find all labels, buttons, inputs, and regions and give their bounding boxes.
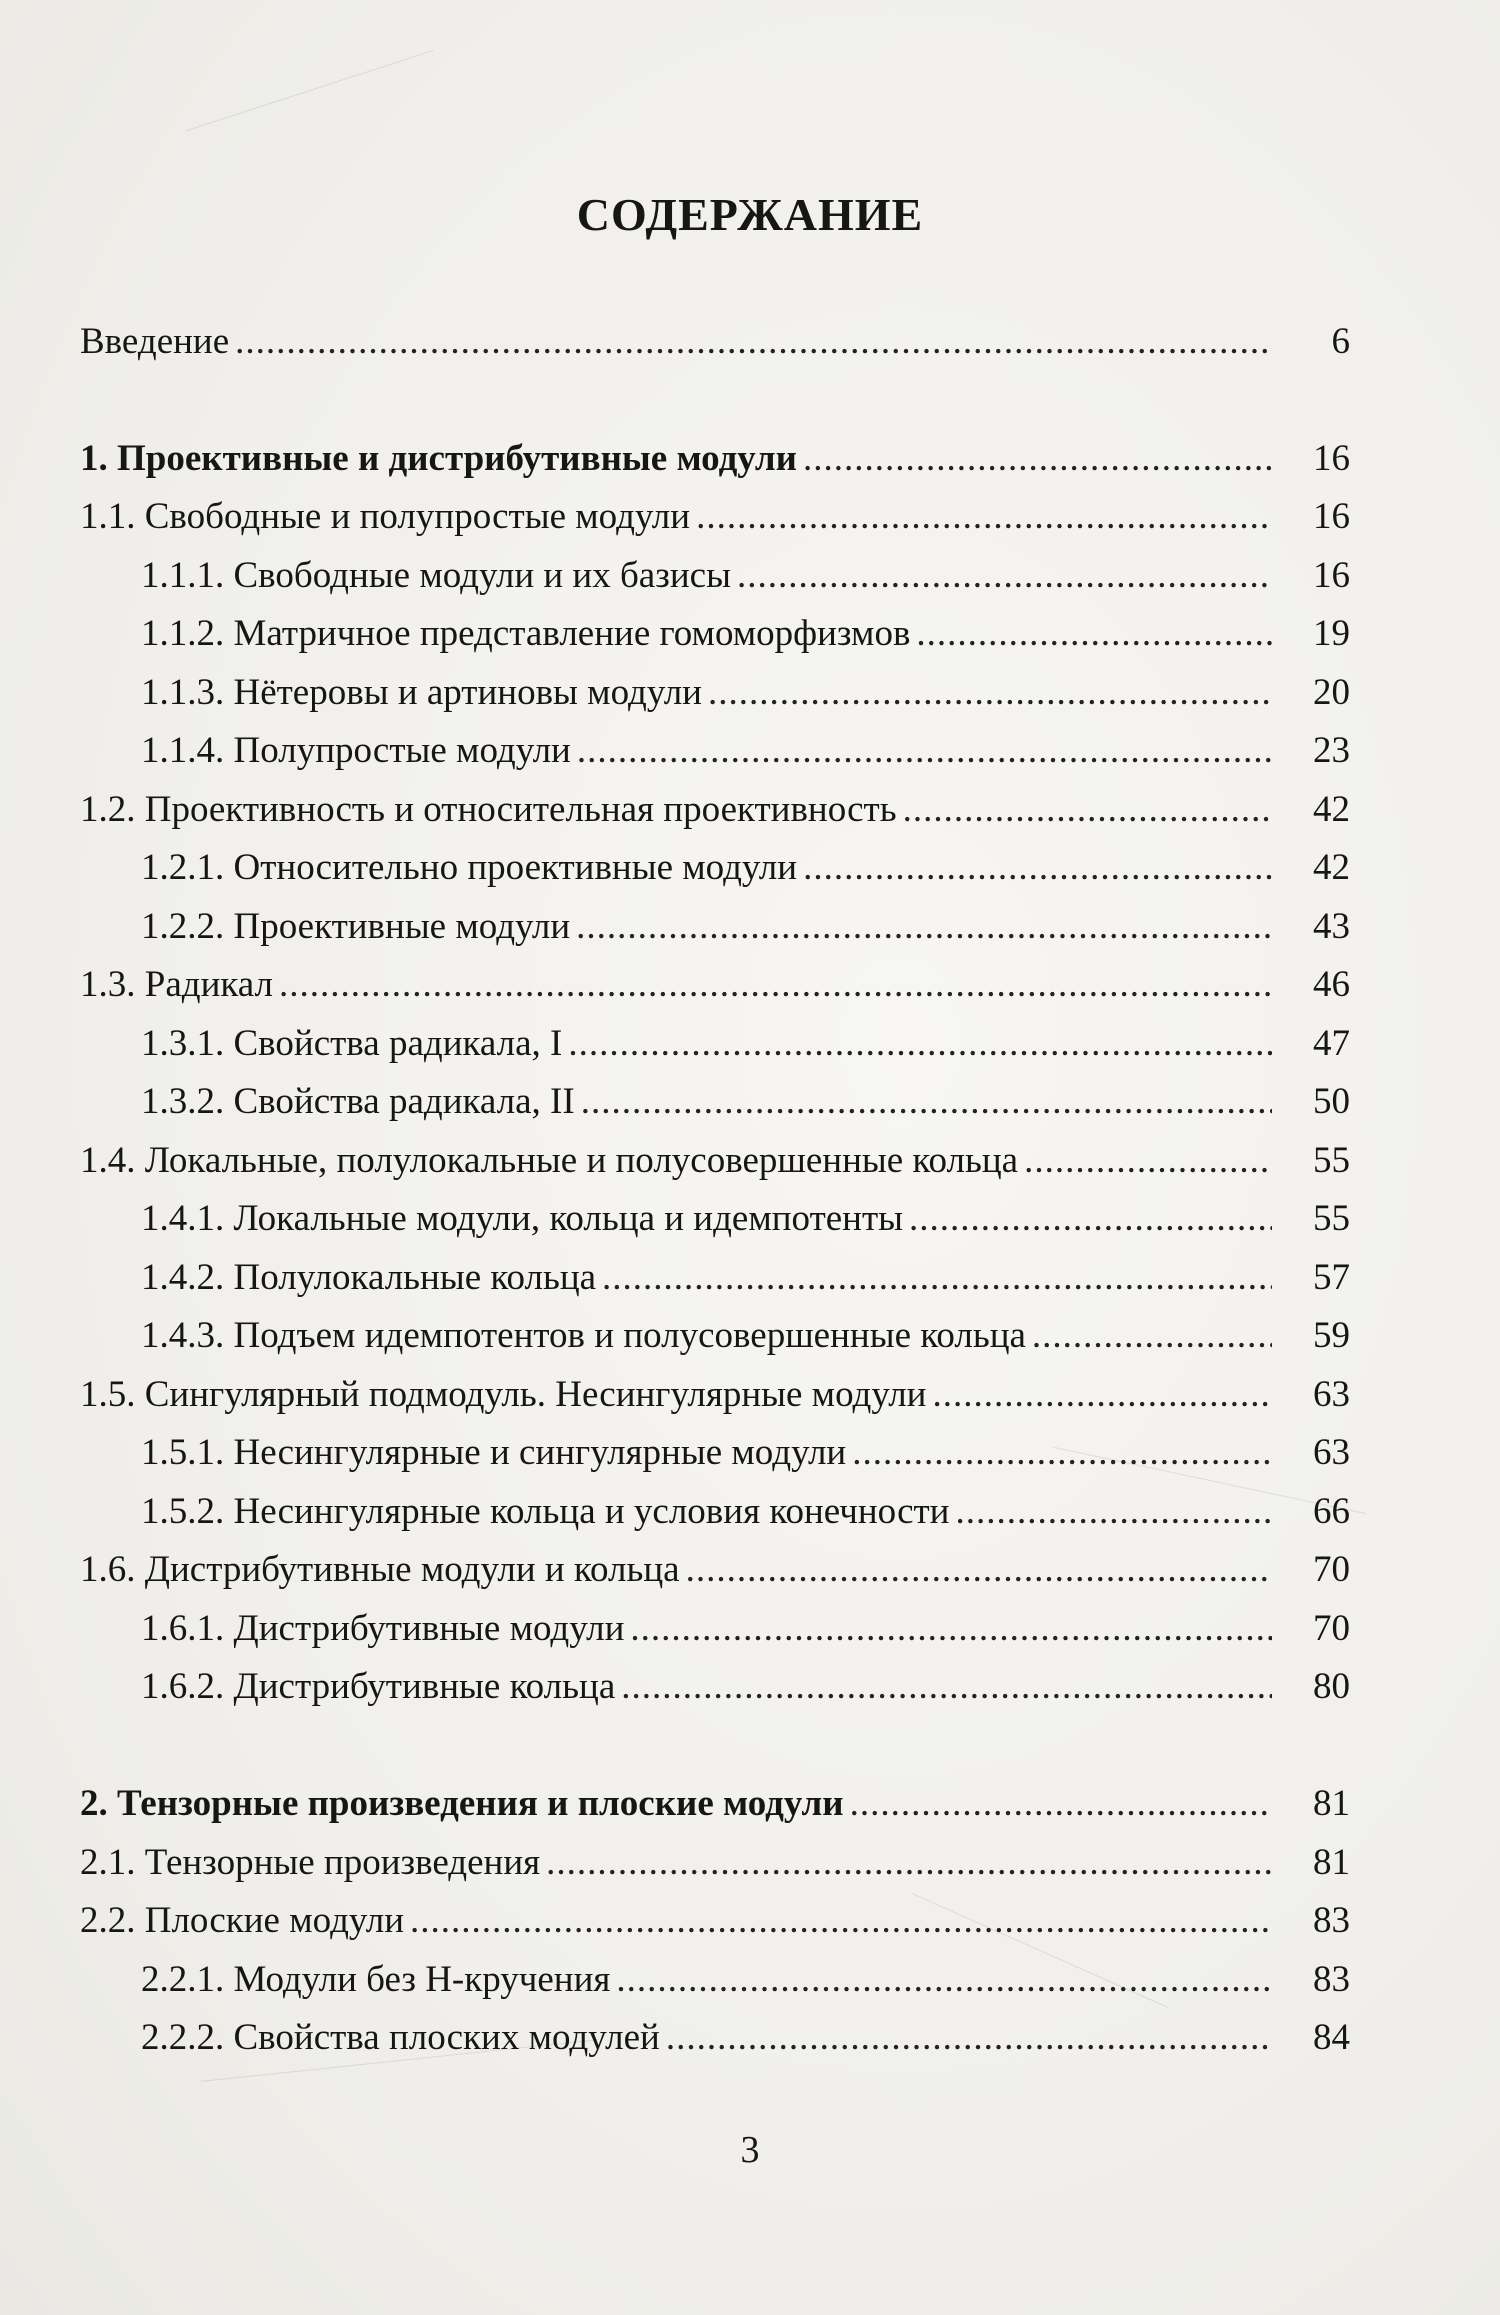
toc-entry-title: 1.6.2. Дистрибутивные кольца <box>141 1666 616 1708</box>
toc-entry-page: 46 <box>1313 964 1350 1006</box>
toc-entry <box>80 1014 1350 1073</box>
toc-entry-page: 47 <box>1313 1022 1350 1064</box>
toc-entry-page: 16 <box>1313 437 1350 479</box>
toc-entry-page: 70 <box>1313 1549 1350 1591</box>
toc-entry-page: 80 <box>1313 1666 1350 1708</box>
dot-leader <box>279 966 1272 1003</box>
toc-entry <box>80 897 1350 956</box>
toc-entry <box>80 1658 1350 1717</box>
dot-leader <box>955 1493 1272 1530</box>
dot-leader <box>576 908 1272 945</box>
toc-entry-title: 1.6.1. Дистрибутивные модули <box>141 1607 625 1649</box>
dot-leader <box>686 1551 1272 1588</box>
toc-entry-page: 83 <box>1313 1958 1350 2000</box>
dot-leader <box>850 1785 1272 1822</box>
toc-entry-page: 19 <box>1313 613 1350 655</box>
toc-entry <box>80 1307 1350 1366</box>
dot-leader <box>696 498 1272 535</box>
toc-entry-page: 81 <box>1313 1841 1350 1883</box>
toc-entry-page: 57 <box>1313 1256 1350 1298</box>
toc-entry-title: 1.2.2. Проективные модули <box>141 905 571 947</box>
toc-entry-page: 16 <box>1313 496 1350 538</box>
toc-entry <box>80 722 1350 781</box>
toc-entry <box>80 663 1350 722</box>
toc-entry-title: 2.2.2. Свойства плоских модулей <box>141 2017 660 2059</box>
dot-leader <box>916 615 1272 652</box>
toc-entry-title: 1. Проективные и дистрибутивные модули <box>80 437 797 479</box>
toc-entry <box>80 488 1350 547</box>
dot-leader <box>568 1025 1272 1062</box>
dot-leader <box>616 1961 1272 1998</box>
dot-leader <box>803 440 1272 477</box>
toc-entry-page: 23 <box>1313 730 1350 772</box>
toc-entry-page: 6 <box>1331 320 1350 362</box>
dot-leader <box>666 2019 1272 2056</box>
toc-entry-page: 20 <box>1313 671 1350 713</box>
dot-leader <box>909 1200 1272 1237</box>
toc-entry <box>80 1541 1350 1600</box>
toc-entry-title: 1.4.3. Подъем идемпотентов и полусовершенные кольца <box>141 1315 1026 1357</box>
toc-entry-page: 50 <box>1313 1081 1350 1123</box>
toc-entry <box>80 956 1350 1015</box>
toc-entry-page: 55 <box>1313 1139 1350 1181</box>
toc-entry-title: 1.6. Дистрибутивные модули и кольца <box>80 1549 680 1591</box>
dot-leader <box>235 323 1272 360</box>
toc-entry <box>80 1131 1350 1190</box>
toc-entry-page: 63 <box>1313 1373 1350 1415</box>
toc-entry-title: 2.1. Тензорные произведения <box>80 1841 541 1883</box>
toc-entry-page: 16 <box>1313 554 1350 596</box>
toc-entry-title: 1.1. Свободные и полупростые модули <box>80 496 691 538</box>
dot-leader <box>903 791 1272 828</box>
toc-entry <box>80 1248 1350 1307</box>
toc-entry-page: 59 <box>1313 1315 1350 1357</box>
toc-entry-page: 83 <box>1313 1900 1350 1942</box>
toc-entry <box>80 780 1350 839</box>
toc-entry <box>80 1073 1350 1132</box>
toc-entry-title: 2. Тензорные произведения и плоские модули <box>80 1783 844 1825</box>
toc-entry-title: 1.5.1. Несингулярные и сингулярные модули <box>141 1432 847 1474</box>
dot-leader <box>708 674 1272 711</box>
toc-entry-title: 1.4.2. Полулокальные кольца <box>141 1256 597 1298</box>
dot-leader <box>630 1610 1272 1647</box>
toc-entry <box>80 1775 1350 1834</box>
toc-entry-title: 1.4. Локальные, полулокальные и полусовершенные кольца <box>80 1139 1019 1181</box>
toc-entry-title: 1.2. Проективность и относительная проективность <box>80 788 897 830</box>
toc-entry <box>80 1892 1350 1951</box>
toc-entry <box>80 839 1350 898</box>
toc-entry-page: 42 <box>1313 847 1350 889</box>
toc-entry <box>80 1424 1350 1483</box>
toc-entry-title: 2.2. Плоские модули <box>80 1900 405 1942</box>
dot-leader <box>803 849 1272 886</box>
toc-entry <box>80 2009 1350 2068</box>
toc-entry-title: 1.1.1. Свободные модули и их базисы <box>141 554 731 596</box>
toc-entry <box>80 546 1350 605</box>
toc-entry-title: Введение <box>80 320 230 362</box>
toc-entry-title: 1.3. Радикал <box>80 964 274 1006</box>
toc-entry <box>80 312 1350 371</box>
toc-entry-title: 1.1.3. Нётеровы и артиновы модули <box>141 671 702 713</box>
toc-entry-page: 55 <box>1313 1198 1350 1240</box>
toc-entry-page: 70 <box>1313 1607 1350 1649</box>
dot-leader <box>410 1902 1272 1939</box>
toc-entry <box>80 1833 1350 1892</box>
toc-entry-page: 66 <box>1313 1490 1350 1532</box>
toc-entry <box>80 1950 1350 2009</box>
toc-entry-title: 1.3.2. Свойства радикала, II <box>141 1081 575 1123</box>
dot-leader <box>1032 1317 1272 1354</box>
dot-leader <box>852 1434 1272 1471</box>
toc-entry <box>80 1190 1350 1249</box>
page-number: 3 <box>740 2129 760 2171</box>
dot-leader <box>581 1083 1272 1120</box>
toc-entry-page: 84 <box>1313 2017 1350 2059</box>
toc-entry-page: 42 <box>1313 788 1350 830</box>
toc-entry-title: 1.4.1. Локальные модули, кольца и идемпотенты <box>141 1198 903 1240</box>
toc-entry-title: 1.3.1. Свойства радикала, I <box>141 1022 563 1064</box>
toc-entry <box>80 1599 1350 1658</box>
toc-entry <box>80 429 1350 488</box>
toc-entry-title: 2.2.1. Модули без Н-кручения <box>141 1958 611 2000</box>
toc-entry <box>80 605 1350 664</box>
toc-entry-page: 81 <box>1313 1783 1350 1825</box>
table-of-contents <box>80 312 1350 2067</box>
toc-entry-title: 1.1.2. Матричное представление гомоморфизмов <box>141 613 911 655</box>
toc-entry-title: 1.1.4. Полупростые модули <box>141 730 571 772</box>
toc-entry-title: 1.5. Сингулярный подмодуль. Несингулярные модули <box>80 1373 927 1415</box>
dot-leader <box>577 732 1272 769</box>
dot-leader <box>1024 1142 1272 1179</box>
toc-entry-page: 63 <box>1313 1432 1350 1474</box>
page-title: СОДЕРЖАНИЕ <box>576 189 924 240</box>
toc-entry-title: 1.2.1. Относительно проективные модули <box>141 847 798 889</box>
toc-entry <box>80 1365 1350 1424</box>
dot-leader <box>932 1376 1272 1413</box>
dot-leader <box>737 557 1272 594</box>
dot-leader <box>621 1668 1272 1705</box>
toc-entry-page: 43 <box>1313 905 1350 947</box>
toc-entry <box>80 1482 1350 1541</box>
dot-leader <box>546 1844 1272 1881</box>
dot-leader <box>602 1259 1272 1296</box>
toc-entry-title: 1.5.2. Несингулярные кольца и условия конечности <box>141 1490 950 1532</box>
